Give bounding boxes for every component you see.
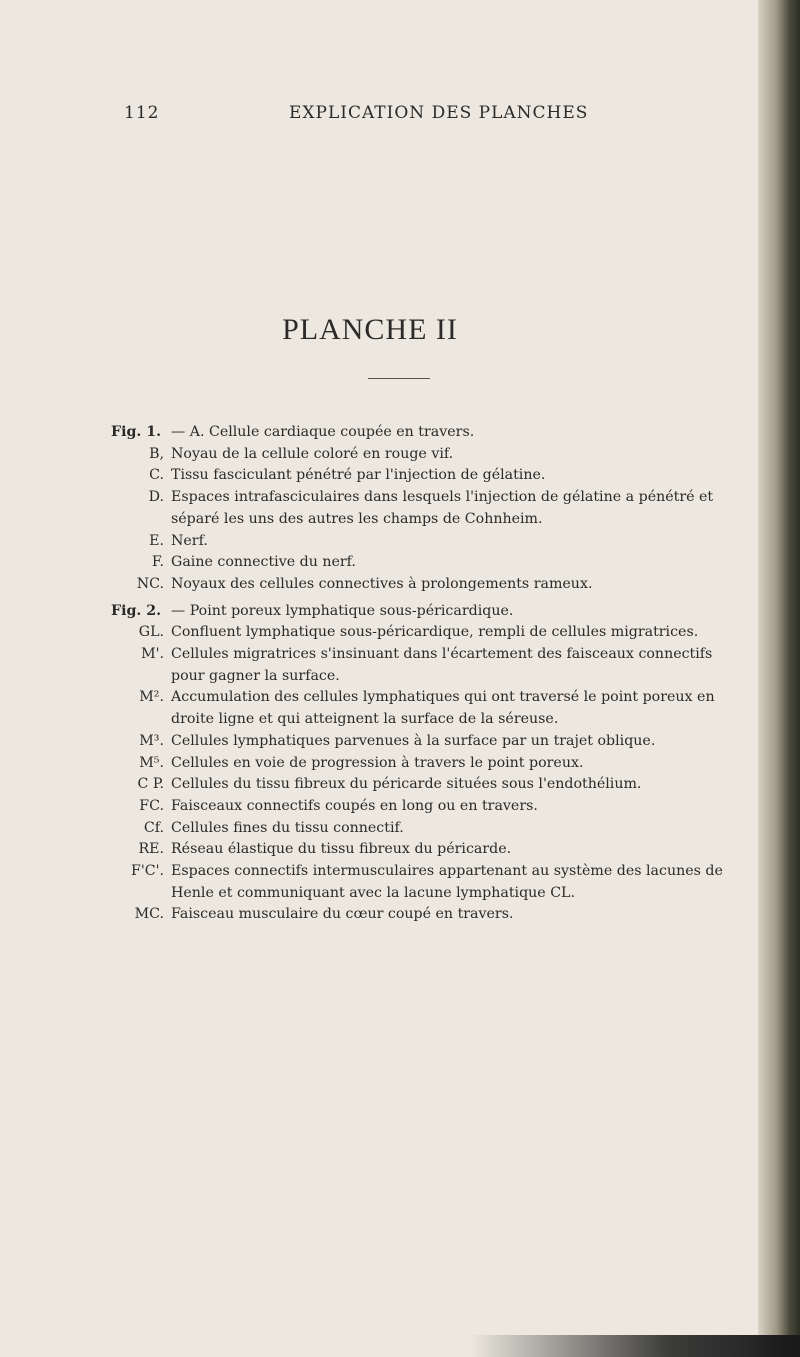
legend-text: — A. Cellule cardiaque coupée en travers. xyxy=(171,424,475,440)
legend-text: Cellules en voie de progression à travers le point poreux. xyxy=(171,754,584,771)
legend-text: Confluent lymphatique sous-péricardique, rempli de cellules migratrices. xyxy=(171,624,699,641)
legend-row xyxy=(124,531,744,553)
legend-text: Accumulation des cellules lymphatiques qui ont traversé le point poreux en droite ligne et qui atteignent la surface de la séreuse. xyxy=(171,689,715,728)
legend-row xyxy=(124,753,744,775)
legend-row xyxy=(124,644,744,687)
running-head xyxy=(124,103,650,129)
legend-key: Cf. xyxy=(143,819,164,836)
legend-key: FC. xyxy=(139,797,164,814)
legend-row xyxy=(111,601,744,623)
legend-text: Tissu fasciculant pénétré par l'injection de gélatine. xyxy=(171,467,546,484)
legend-key: GL. xyxy=(138,624,164,641)
legend-row xyxy=(124,818,744,840)
legend-key: M⁵. xyxy=(139,754,164,771)
legend-key: M'. xyxy=(141,646,164,663)
legend-key: C. xyxy=(149,467,164,484)
legend-text: Cellules lymphatiques parvenues à la surface par un trajet oblique. xyxy=(171,732,656,749)
legend-row xyxy=(124,904,744,926)
figure-label: Fig. 1. xyxy=(111,424,162,440)
legend-row xyxy=(124,796,744,818)
legend-row xyxy=(124,687,744,730)
figure-label: Fig. 2. xyxy=(111,602,162,619)
legend-text: Noyaux des cellules connectives à prolongements rameux. xyxy=(171,575,593,592)
legend-text: Réseau élastique du tissu fibreux du péricarde. xyxy=(171,841,512,858)
legend-key: RE. xyxy=(138,841,164,858)
legend-key: F'C'. xyxy=(130,863,164,880)
running-title: EXPLICATION DES PLANCHES xyxy=(289,103,589,123)
figure-1-block xyxy=(111,422,744,596)
legend-row xyxy=(124,861,744,904)
legend-row xyxy=(124,839,744,861)
legend-text: Espaces connectifs intermusculaires appartenant au système des lacunes de Henle et communiquant avec la lacune lymphatique CL. xyxy=(171,863,723,901)
legend-row xyxy=(124,622,744,644)
legend-text: Espaces intrafasciculaires dans lesquels l'injection de gélatine a pénétré et séparé les uns des autres les champs de Cohnheim. xyxy=(171,489,714,527)
legend-key: E. xyxy=(149,532,164,549)
plate-title: PLANCHE II xyxy=(282,313,458,346)
legend-row xyxy=(124,574,744,596)
figure-2-block xyxy=(111,601,744,927)
legend-text: Cellules du tissu fibreux du péricarde situées sous l'endothélium. xyxy=(171,776,642,793)
legend-row xyxy=(124,465,744,487)
legend-text: Cellules fines du tissu connectif. xyxy=(171,819,404,836)
legend-text: Noyau de la cellule coloré en rouge vif. xyxy=(171,445,454,462)
page-number: 112 xyxy=(124,103,160,123)
legend-key: C P. xyxy=(137,776,164,793)
legend-text: Gaine connective du nerf. xyxy=(171,554,356,571)
legend-key: NC. xyxy=(136,575,164,592)
legend-row xyxy=(124,487,744,530)
figure-legend xyxy=(111,422,744,931)
legend-row xyxy=(124,444,744,466)
legend-key: D. xyxy=(148,489,164,506)
page-bottom-shadow xyxy=(470,1335,800,1357)
legend-text: — Point poreux lymphatique sous-péricardique. xyxy=(171,602,514,619)
page-edge-shadow xyxy=(758,0,800,1357)
legend-text: Faisceaux connectifs coupés en long ou en travers. xyxy=(171,797,538,814)
legend-key: MC. xyxy=(134,906,164,923)
legend-key: F. xyxy=(151,554,164,571)
legend-key: M². xyxy=(139,689,164,706)
legend-key: M³. xyxy=(139,732,164,749)
legend-key: B, xyxy=(149,445,164,462)
legend-row xyxy=(124,774,744,796)
legend-text: Nerf. xyxy=(171,532,208,549)
legend-row xyxy=(111,422,744,444)
legend-text: Cellules migratrices s'insinuant dans l'écartement des faisceaux connectifs pour gagner la surface. xyxy=(171,646,713,684)
title-rule xyxy=(368,378,430,379)
legend-text: Faisceau musculaire du cœur coupé en travers. xyxy=(171,906,514,923)
legend-row xyxy=(124,731,744,753)
legend-row xyxy=(124,552,744,574)
